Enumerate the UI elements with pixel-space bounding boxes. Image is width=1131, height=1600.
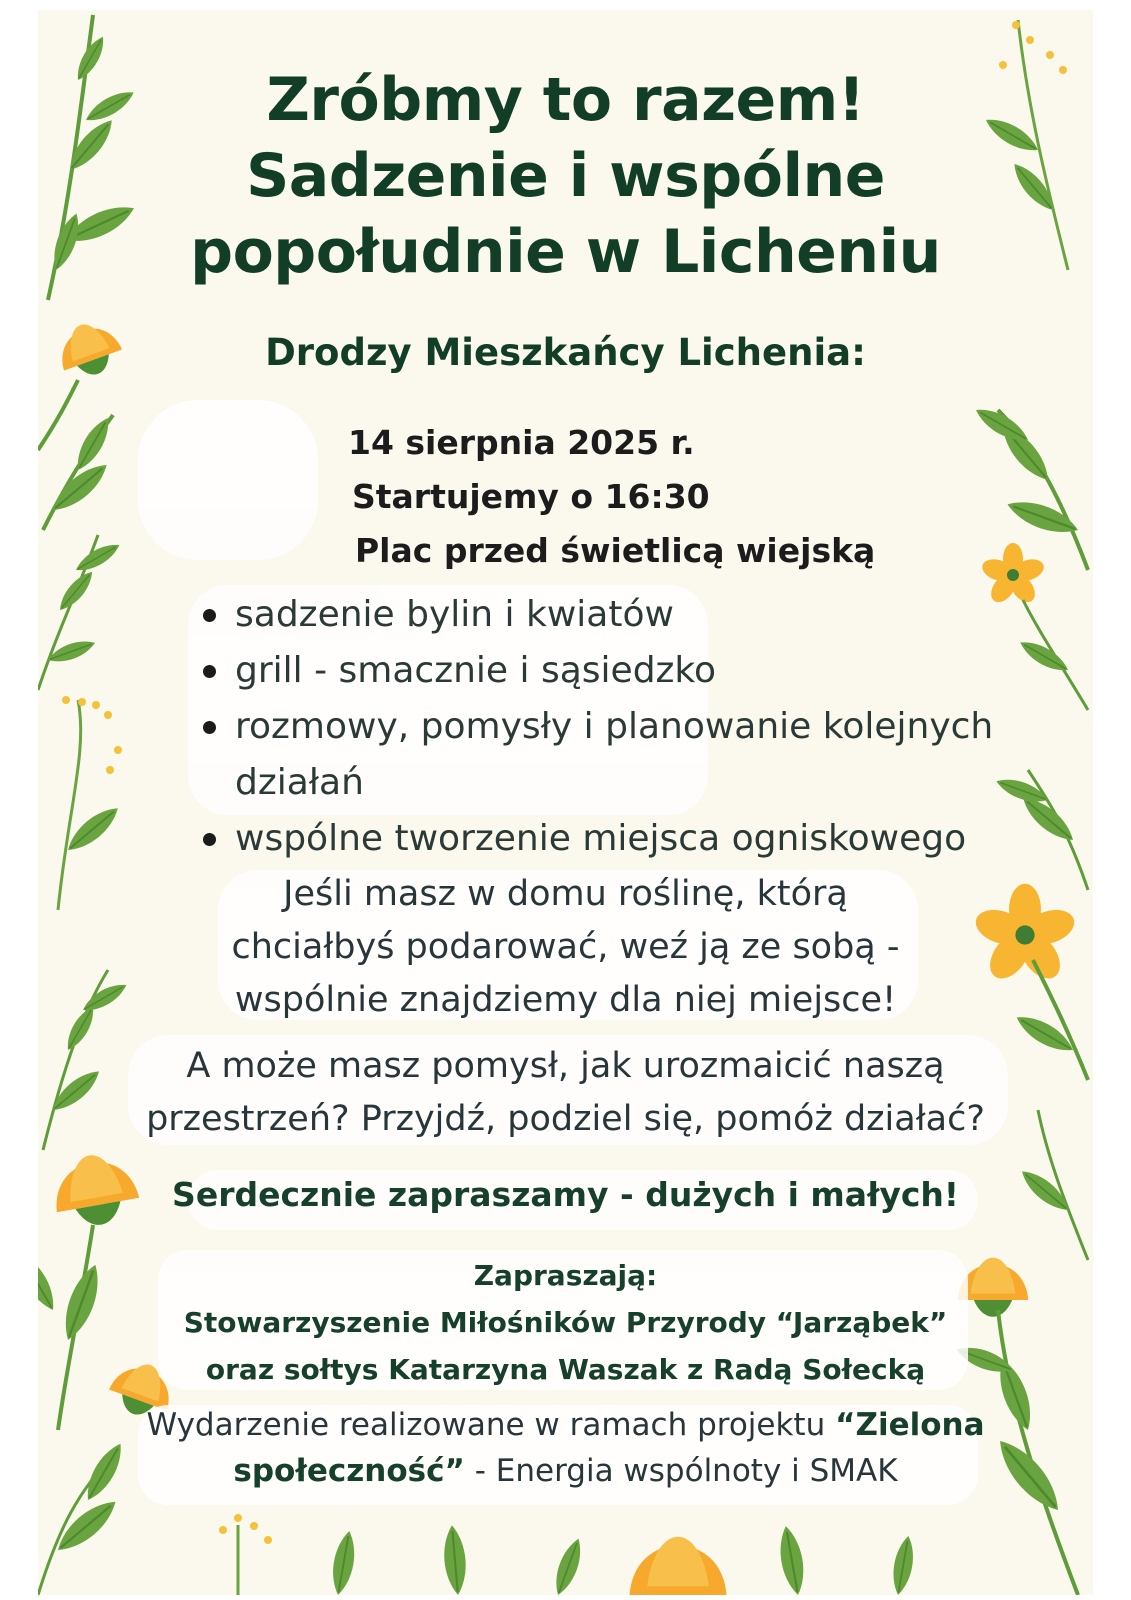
idea-note-line: A może masz pomysł, jak urozmaicić naszą	[186, 1046, 945, 1086]
project-credit	[38, 1402, 1093, 1494]
list-item	[203, 699, 1025, 811]
plant-note-line: wspólnie znajdziemy dla niej miejsce!	[234, 980, 897, 1020]
plant-note	[38, 868, 1093, 1027]
list-item: sadzenie bylin i kwiatów	[203, 587, 1025, 643]
idea-note-line: przestrzeń? Przyjdź, podziel się, pomóż działać?	[146, 1099, 985, 1139]
leaf-vine-icon	[328, 1524, 917, 1595]
yellow-flower-icon	[630, 1537, 727, 1595]
leaf-vine-icon	[972, 402, 1088, 570]
yellow-bud-icon	[219, 1514, 272, 1595]
organizers	[38, 1252, 1093, 1393]
leaf-vine-icon	[43, 414, 116, 530]
poster-title	[38, 62, 1093, 290]
list-item: wspólne tworzenie miejsca ogniskowego	[203, 811, 1025, 867]
plant-note-line: chciałbyś podarować, weź ją ze sobą -	[231, 927, 900, 967]
list-item-text: rozmowy, pomysły i planowanie kolejnych działań	[235, 706, 994, 803]
title-line: Zróbmy to razem!	[266, 65, 865, 135]
event-poster	[38, 10, 1093, 1595]
title-line: Sadzenie i wspólne	[246, 141, 885, 211]
event-date: 14 sierpnia 2025 r.	[348, 423, 695, 462]
greeting: Drodzy Mieszkańcy Lichenia:	[265, 331, 866, 374]
project-suffix: - Energia wspólnoty i SMAK	[464, 1453, 898, 1489]
project-line	[38, 1402, 1093, 1448]
organizer-line: Stowarzyszenie Miłośników Przyrody “Jarząbek”	[183, 1306, 948, 1339]
event-place: Plac przed świetlicą wiejską	[355, 531, 876, 570]
project-line	[38, 1448, 1093, 1494]
leaf-vine-icon	[1016, 600, 1088, 710]
event-start-time: Startujemy o 16:30	[352, 477, 710, 516]
title-line: popołudnie w Licheniu	[190, 217, 941, 287]
idea-note	[38, 1040, 1093, 1146]
invitation: Serdecznie zapraszamy - dużych i małych!	[172, 1175, 959, 1214]
leaf-vine-icon	[38, 535, 123, 690]
event-details	[348, 416, 875, 578]
organizers-label: Zapraszają:	[473, 1259, 658, 1292]
project-name-part: społeczność”	[233, 1453, 465, 1489]
activity-list	[203, 587, 1025, 867]
project-prefix: Wydarzenie realizowane w ramach projektu	[146, 1407, 836, 1443]
organizer-line: oraz sołtys Katarzyna Waszak z Radą Sołecką	[205, 1353, 926, 1386]
list-item: grill - smacznie i sąsiedzko	[203, 643, 1025, 699]
plant-note-line: Jeśli masz w domu roślinę, którą	[283, 874, 848, 914]
project-name-part: “Zielona	[835, 1407, 985, 1443]
